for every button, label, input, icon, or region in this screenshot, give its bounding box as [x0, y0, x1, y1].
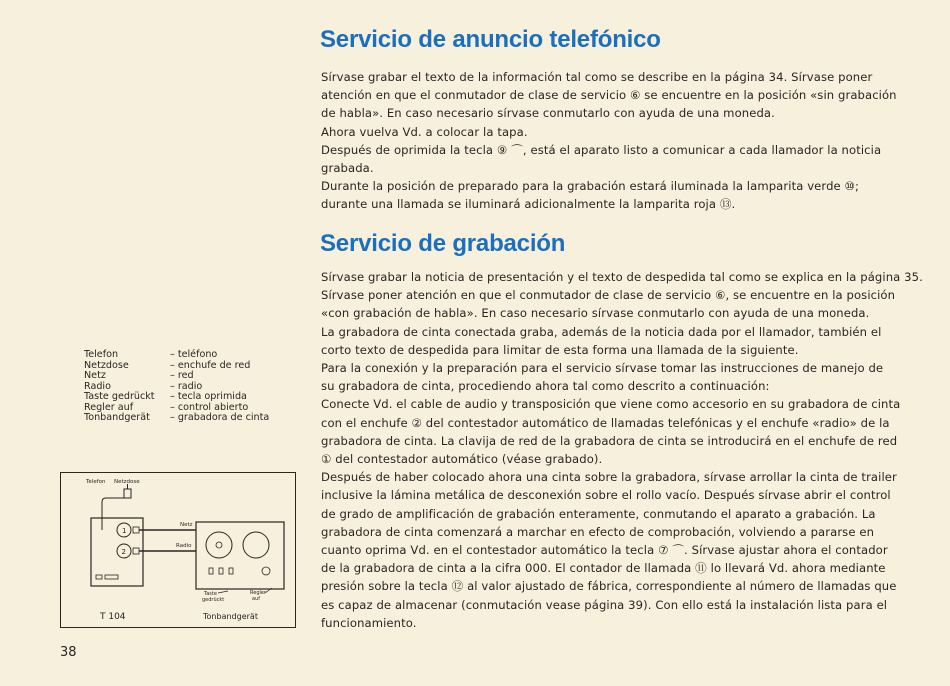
- jack-1-label: 1: [122, 527, 127, 535]
- page-number: 38: [60, 645, 77, 660]
- section-title-anuncio: Servicio de anuncio telefónico: [320, 26, 661, 53]
- legend-term: Tonbandgerät: [84, 412, 150, 423]
- body-line: grabada.: [321, 161, 374, 176]
- jack-2-label: 2: [121, 548, 126, 556]
- body-line: su grabadora de cinta, procediendo ahora tal como descrito a continuación:: [321, 379, 770, 394]
- legend-row: [84, 413, 269, 424]
- body-line: La grabadora de cinta conectada graba, además de la noticia dada por el llamador, también el: [321, 324, 882, 339]
- connection-diagram: [60, 472, 296, 628]
- legend-translation: – radio: [170, 380, 203, 392]
- legend-translation: – control abierto: [170, 401, 249, 413]
- legend-translation: – teléfono: [170, 349, 218, 360]
- body-line: presión sobre la tecla ⑫ al valor ajustado de fábrica, correspondiente al número de llamadas que: [321, 579, 897, 594]
- recorder-key-icon: [209, 568, 213, 574]
- legend-term: Netz: [84, 370, 106, 381]
- legend-term: Taste gedrückt: [84, 391, 155, 402]
- legend-translation: – grabadora de cinta: [170, 412, 270, 423]
- section-body-grabacion: [321, 268, 925, 632]
- label-radio: Radio: [176, 543, 192, 549]
- legend-row: [84, 371, 269, 382]
- body-line: corto texto de despedida para limitar de esta forma una llamada de la siguiente.: [321, 342, 799, 357]
- machine-button-icon: [96, 575, 102, 579]
- legend-translation: – red: [170, 370, 194, 381]
- legend-term: Telefon: [84, 349, 119, 360]
- legend-term: Radio: [84, 380, 111, 392]
- body-line: Sírvase poner atención en que el conmutador de clase de servicio ⑥, se encuentre en la posición: [321, 288, 896, 303]
- section-title-grabacion: Servicio de grabación: [320, 230, 566, 257]
- legend-term: Regler auf: [84, 401, 134, 413]
- legend-translation: – enchufe de red: [170, 359, 251, 371]
- body-line: Después de haber colocado ahora una cinta sobre la grabadora, sírvase arrollar la cinta de trailer: [321, 470, 897, 485]
- label-t104: T 104: [100, 612, 126, 622]
- body-line: inclusive la lámina metálica de desconexión sobre el rollo vacío. Después sírvase abrir el control: [321, 488, 891, 503]
- body-line: de la grabadora de cinta a la cifra 000. El contador de llamada ⑪ lo llevará Vd. ahora mediante: [321, 561, 886, 576]
- netzdose-icon: [124, 489, 131, 498]
- legend-translation: – tecla oprimida: [170, 391, 247, 402]
- diagram-frame: [61, 473, 296, 628]
- label-netzdose: Netzdose: [114, 479, 140, 485]
- legend-row: [84, 392, 269, 403]
- body-line: Ahora vuelva Vd. a colocar la tapa.: [321, 124, 528, 139]
- body-line: Para la conexión y la preparación para el servicio sírvase tomar las instrucciones de manejo de: [321, 361, 884, 376]
- body-line: atención en que el conmutador de clase de servicio ⑥ se encuentre en la posición «sin grabación: [321, 88, 897, 103]
- body-line: es capaz de almacenar (conmutación vease página 39). Con ello está la instalación lista para el: [321, 597, 888, 612]
- body-line: grabadora de cinta comenzará a marchar en efecto de comprobación, volviendo a pararse en: [321, 524, 875, 539]
- section-body-anuncio: [321, 68, 925, 214]
- body-line: con el enchufe ② del contestador automático de llamadas telefónicas y el enchufe «radio» de la: [321, 415, 890, 430]
- body-line: funcionamiento.: [321, 615, 417, 630]
- label-auf: auf: [252, 596, 260, 602]
- label-taste: Taste: [204, 591, 217, 597]
- body-line: Sírvase grabar el texto de la información tal como se describe en la página 34. Sírvase poner: [321, 70, 873, 84]
- machine-button-icon: [105, 575, 118, 579]
- recorder-key-icon: [219, 568, 223, 574]
- body-line: de grado de amplificación de grabación enteramente, conmutando el aparato a grabación. La: [321, 506, 876, 521]
- label-tonbandgeraet: Tonbandgerät: [203, 612, 258, 621]
- label-regler: Regler: [250, 590, 267, 596]
- recorder-knob-icon: [262, 567, 270, 575]
- body-line: «con grabación de habla». En caso necesario sírvase conmutarlo con ayuda de una moneda.: [321, 306, 870, 321]
- tape-reel-icon: [243, 532, 269, 558]
- body-line: grabadora de cinta. La clavija de red de la grabadora de cinta se introducirá en el enchufe de red: [321, 433, 898, 448]
- body-line: Sírvase grabar la noticia de presentación y el texto de despedida tal como se explica en la página 35.: [321, 270, 923, 284]
- body-line: Después de oprimida la tecla ⑨ ⌒, está el aparato listo a comunicar a cada llamador la noticia: [321, 142, 882, 157]
- label-netz: Netz: [180, 522, 193, 528]
- recorder-key-icon: [229, 568, 233, 574]
- body-line: durante una llamada se iluminará adicionalmente la lamparita roja ⑬.: [321, 197, 736, 212]
- tape-reel-icon: [206, 532, 232, 558]
- body-line: Durante la posición de preparado para la grabación estará iluminada la lamparita verde ⑩;: [321, 179, 860, 194]
- label-telefon: Telefon: [86, 479, 106, 485]
- phone-cord: [102, 498, 124, 518]
- body-line: de habla». En caso necesario sírvase conmutarlo con ayuda de una moneda.: [321, 106, 775, 121]
- legend-term: Netzdose: [84, 359, 129, 371]
- body-line: Conecte Vd. el cable de audio y transposición que viene como accesorio en su grabadora de cinta: [321, 397, 901, 412]
- tape-recorder-icon: [196, 522, 284, 589]
- legend-glossary: [84, 350, 269, 424]
- body-line: cuanto oprima Vd. en el contestador automático la tecla ⑦ ⌒. Sírvase ajustar ahora el contador: [321, 543, 888, 558]
- label-gedrueckt: gedrückt: [202, 597, 225, 603]
- legend-row: [84, 350, 269, 361]
- body-line: ① del contestador automático (véase grabado).: [321, 452, 603, 467]
